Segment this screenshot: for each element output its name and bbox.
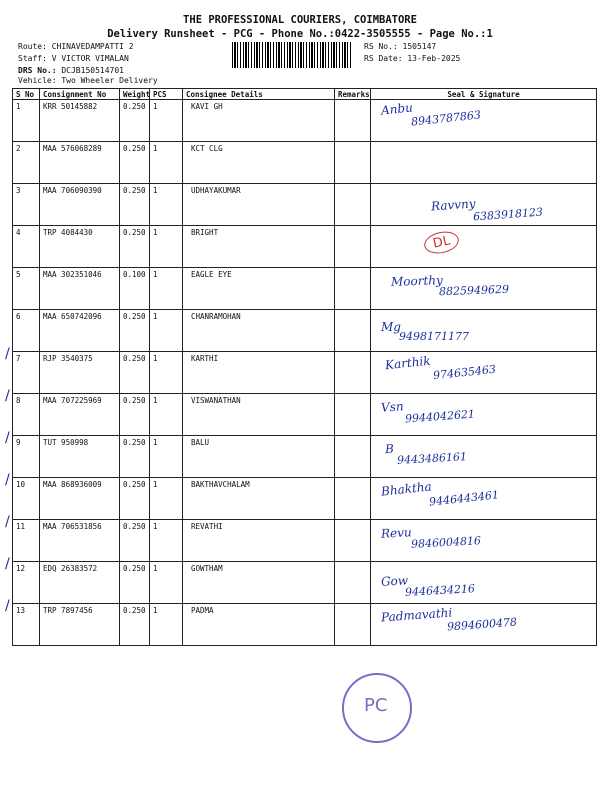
row-weight-text: 0.250 bbox=[123, 312, 146, 321]
row-sno-text: 2 bbox=[16, 144, 21, 153]
row-weight-text: 0.250 bbox=[123, 228, 146, 237]
row-remarks bbox=[335, 184, 371, 226]
row-sno bbox=[5, 556, 40, 604]
stamp-text: PC bbox=[364, 695, 388, 716]
row-pcs-text: 1 bbox=[153, 564, 158, 573]
signature-name: Karthik bbox=[384, 353, 432, 373]
row-consignment bbox=[40, 268, 120, 310]
row-consignment-text: TRP 4084430 bbox=[43, 228, 93, 237]
row-remarks bbox=[335, 520, 371, 562]
row-remarks bbox=[335, 604, 371, 646]
row-pcs-text: 1 bbox=[153, 606, 158, 615]
col-consignee: Consignee Details bbox=[183, 89, 335, 100]
row-consignee bbox=[183, 520, 335, 562]
table-row bbox=[13, 226, 597, 268]
col-consignment: Consignment No bbox=[40, 89, 120, 100]
row-pcs-text: 1 bbox=[153, 480, 158, 489]
row-sno bbox=[13, 100, 40, 142]
row-consignment bbox=[40, 478, 120, 520]
row-consignment-text: MAA 707225969 bbox=[43, 396, 102, 405]
row-sno-text: 7 bbox=[16, 354, 21, 363]
row-signature bbox=[371, 520, 597, 562]
row-pcs bbox=[150, 352, 183, 394]
row-remarks bbox=[335, 352, 371, 394]
row-signature bbox=[371, 352, 597, 394]
row-sno-text: 13 bbox=[16, 606, 26, 615]
row-sno-text: 8 bbox=[16, 396, 21, 405]
row-consignee bbox=[183, 436, 335, 478]
table-row bbox=[13, 352, 597, 394]
row-consignment bbox=[40, 100, 120, 142]
row-consignee bbox=[183, 310, 335, 352]
signature-phone: 9498171177 bbox=[399, 330, 469, 343]
row-consignment bbox=[40, 604, 120, 646]
row-consignee-text: CHANRAMOHAN bbox=[191, 312, 241, 321]
row-pcs-text: 1 bbox=[153, 396, 158, 405]
signature-phone: 974635463 bbox=[432, 362, 497, 383]
row-pcs-text: 1 bbox=[153, 228, 158, 237]
row-consignee-text: EAGLE EYE bbox=[191, 270, 232, 279]
row-consignee bbox=[183, 142, 335, 184]
signature-phone: 9944042621 bbox=[404, 407, 476, 426]
row-consignee bbox=[183, 562, 335, 604]
row-consignee-text: GOWTHAM bbox=[191, 564, 223, 573]
row-signature bbox=[371, 310, 597, 352]
row-consignment-text: RJP 3540375 bbox=[43, 354, 93, 363]
row-consignment bbox=[40, 142, 120, 184]
signature-name: Vsn bbox=[380, 399, 405, 415]
drs-label: DRS No.: bbox=[18, 66, 57, 75]
col-signature: Seal & Signature bbox=[371, 89, 597, 100]
row-consignee-text: VISWANATHAN bbox=[191, 396, 241, 405]
row-consignment-text: MAA 706531856 bbox=[43, 522, 102, 531]
company-name: THE PROFESSIONAL COURIERS, COIMBATORE bbox=[183, 14, 417, 26]
row-consignment bbox=[40, 562, 120, 604]
row-pcs bbox=[150, 436, 183, 478]
signature-name: Ravvny bbox=[430, 196, 476, 214]
row-consignment-text: MAA 706090390 bbox=[43, 186, 102, 195]
tick-mark-icon: / bbox=[5, 430, 10, 446]
row-pcs-text: 1 bbox=[153, 522, 158, 531]
row-consignee-text: BALU bbox=[191, 438, 210, 447]
row-weight-text: 0.250 bbox=[123, 438, 146, 447]
col-weight: Weight bbox=[120, 89, 150, 100]
row-consignee bbox=[183, 394, 335, 436]
row-pcs bbox=[150, 604, 183, 646]
row-sno bbox=[13, 268, 40, 310]
row-sno-text: 12 bbox=[16, 564, 26, 573]
table-row bbox=[13, 268, 597, 310]
row-consignee bbox=[183, 352, 335, 394]
row-sno bbox=[13, 142, 40, 184]
row-pcs bbox=[150, 100, 183, 142]
tick-mark-icon: / bbox=[5, 514, 10, 530]
signature-phone: 9846004816 bbox=[410, 534, 482, 551]
row-consignment-text: MAA 576068289 bbox=[43, 144, 102, 153]
row-remarks bbox=[335, 394, 371, 436]
signature-phone: 9443486161 bbox=[396, 450, 468, 467]
row-sno bbox=[5, 430, 40, 478]
row-pcs bbox=[150, 520, 183, 562]
row-consignment-text: TRP 7897456 bbox=[43, 606, 93, 615]
rs-date: RS Date: 13-Feb-2025 bbox=[364, 54, 461, 63]
table-row bbox=[13, 562, 597, 604]
row-consignment bbox=[40, 394, 120, 436]
row-consignee bbox=[183, 184, 335, 226]
row-consignment-text: EDQ 26383572 bbox=[43, 564, 98, 573]
row-pcs bbox=[150, 310, 183, 352]
table-row bbox=[13, 604, 597, 646]
row-signature bbox=[371, 394, 597, 436]
signature-phone: 9446434216 bbox=[404, 582, 476, 599]
row-weight bbox=[120, 478, 150, 520]
table-row bbox=[13, 184, 597, 226]
signature-phone: 6383918123 bbox=[472, 205, 544, 224]
row-weight bbox=[120, 436, 150, 478]
row-remarks bbox=[335, 142, 371, 184]
row-weight-text: 0.250 bbox=[123, 186, 146, 195]
row-consignment bbox=[40, 520, 120, 562]
row-weight bbox=[120, 604, 150, 646]
row-weight bbox=[120, 142, 150, 184]
row-sno bbox=[5, 598, 40, 646]
row-weight bbox=[120, 352, 150, 394]
row-pcs bbox=[150, 142, 183, 184]
dl-mark: DL bbox=[422, 229, 461, 257]
signature-name: Revu bbox=[380, 525, 413, 541]
row-consignment-text: KRR 50145882 bbox=[43, 102, 98, 111]
row-consignee bbox=[183, 268, 335, 310]
row-signature bbox=[371, 226, 597, 268]
row-sno bbox=[13, 184, 40, 226]
tick-mark-icon: / bbox=[5, 598, 10, 614]
tick-mark-icon: / bbox=[5, 556, 10, 572]
row-consignment bbox=[40, 184, 120, 226]
row-remarks bbox=[335, 310, 371, 352]
row-signature bbox=[371, 478, 597, 520]
row-consignee-text: PADMA bbox=[191, 606, 214, 615]
signature-name: Gow bbox=[380, 573, 409, 589]
row-signature bbox=[371, 142, 597, 184]
row-sno bbox=[13, 310, 40, 352]
row-remarks bbox=[335, 226, 371, 268]
signature-phone: 9446443461 bbox=[428, 488, 500, 509]
col-pcs: PCS bbox=[150, 89, 183, 100]
row-pcs bbox=[150, 478, 183, 520]
runsheet-subtitle: Delivery Runsheet - PCG - Phone No.:0422-3505555 - Page No.:1 bbox=[107, 28, 493, 40]
row-consignment bbox=[40, 310, 120, 352]
row-consignee-text: KAVI GH bbox=[191, 102, 223, 111]
signature-name: B bbox=[384, 441, 395, 457]
row-weight bbox=[120, 562, 150, 604]
tick-mark-icon: / bbox=[5, 388, 10, 404]
row-consignee-text: BRIGHT bbox=[191, 228, 219, 237]
row-pcs bbox=[150, 184, 183, 226]
row-pcs bbox=[150, 562, 183, 604]
office-stamp bbox=[342, 673, 412, 743]
row-pcs-text: 1 bbox=[153, 102, 158, 111]
runsheet-table bbox=[5, 88, 597, 646]
row-sno bbox=[5, 346, 40, 394]
row-pcs bbox=[150, 226, 183, 268]
table-row bbox=[13, 100, 597, 142]
row-pcs-text: 1 bbox=[153, 144, 158, 153]
row-signature bbox=[371, 562, 597, 604]
row-sno-text: 5 bbox=[16, 270, 21, 279]
row-weight-text: 0.250 bbox=[123, 480, 146, 489]
col-remarks: Remarks bbox=[335, 89, 371, 100]
staff-label: Staff: V VICTOR VIMALAN bbox=[18, 54, 129, 63]
row-remarks bbox=[335, 562, 371, 604]
row-weight-text: 0.250 bbox=[123, 564, 146, 573]
row-remarks bbox=[335, 268, 371, 310]
row-consignee-text: UDHAYAKUMAR bbox=[191, 186, 241, 195]
row-sno-text: 4 bbox=[16, 228, 21, 237]
row-remarks bbox=[335, 436, 371, 478]
signature-phone: 8825949629 bbox=[438, 282, 510, 299]
row-weight-text: 0.250 bbox=[123, 144, 146, 153]
row-sno-text: 3 bbox=[16, 186, 21, 195]
table-row bbox=[13, 436, 597, 478]
row-remarks bbox=[335, 478, 371, 520]
row-signature bbox=[371, 604, 597, 646]
row-sno-text: 10 bbox=[16, 480, 26, 489]
row-consignment-text: MAA 302351046 bbox=[43, 270, 102, 279]
row-consignee bbox=[183, 226, 335, 268]
row-sno bbox=[5, 472, 40, 520]
row-weight-text: 0.250 bbox=[123, 354, 146, 363]
row-sno bbox=[5, 514, 40, 562]
row-weight bbox=[120, 520, 150, 562]
row-weight bbox=[120, 310, 150, 352]
row-consignee-text: REVATHI bbox=[191, 522, 223, 531]
row-sno-text: 1 bbox=[16, 102, 21, 111]
row-consignment-text: MAA 868936009 bbox=[43, 480, 102, 489]
row-weight bbox=[120, 394, 150, 436]
row-consignee bbox=[183, 478, 335, 520]
row-consignment bbox=[40, 436, 120, 478]
row-sno-text: 6 bbox=[16, 312, 21, 321]
row-consignee-text: BAKTHAVCHALAM bbox=[191, 480, 250, 489]
row-sno-text: 11 bbox=[16, 522, 26, 531]
row-weight bbox=[120, 268, 150, 310]
row-weight bbox=[120, 100, 150, 142]
signature-name: Mg bbox=[381, 320, 401, 334]
row-weight bbox=[120, 226, 150, 268]
row-signature bbox=[371, 268, 597, 310]
row-weight-text: 0.250 bbox=[123, 522, 146, 531]
signature-name: Anbu bbox=[380, 100, 414, 118]
drs-value: DCJB150514701 bbox=[61, 66, 124, 75]
row-signature bbox=[371, 100, 597, 142]
row-consignee bbox=[183, 100, 335, 142]
row-consignment bbox=[40, 352, 120, 394]
vehicle-label: Vehicle: Two Wheeler Delivery bbox=[18, 76, 158, 85]
table-row bbox=[13, 310, 597, 352]
tick-mark-icon: / bbox=[5, 472, 10, 488]
row-pcs-text: 1 bbox=[153, 354, 158, 363]
signature-name: Moorthy bbox=[390, 273, 444, 289]
row-remarks bbox=[335, 100, 371, 142]
signature-phone: 8943787863 bbox=[410, 108, 482, 129]
row-pcs-text: 1 bbox=[153, 186, 158, 195]
row-weight bbox=[120, 184, 150, 226]
table-header-row bbox=[13, 89, 597, 100]
row-sno bbox=[5, 388, 40, 436]
col-sno: S No bbox=[13, 89, 40, 100]
signature-name: Padmavathi bbox=[380, 605, 453, 625]
row-weight-text: 0.250 bbox=[123, 396, 146, 405]
row-weight-text: 0.100 bbox=[123, 270, 146, 279]
row-signature bbox=[371, 184, 597, 226]
row-pcs bbox=[150, 268, 183, 310]
row-pcs-text: 1 bbox=[153, 312, 158, 321]
row-pcs bbox=[150, 394, 183, 436]
row-weight-text: 0.250 bbox=[123, 102, 146, 111]
row-consignment-text: MAA 650742096 bbox=[43, 312, 102, 321]
barcode bbox=[232, 42, 352, 68]
tick-mark-icon: / bbox=[5, 346, 10, 362]
row-consignee-text: KCT CLG bbox=[191, 144, 223, 153]
signature-phone: 9894600478 bbox=[446, 615, 518, 634]
table-row bbox=[13, 142, 597, 184]
row-pcs-text: 1 bbox=[153, 270, 158, 279]
table-row bbox=[13, 478, 597, 520]
row-consignment-text: TUT 950998 bbox=[43, 438, 89, 447]
row-sno-text: 9 bbox=[16, 438, 21, 447]
row-signature bbox=[371, 436, 597, 478]
row-sno bbox=[13, 226, 40, 268]
route-label: Route: CHINAVEDAMPATTI 2 bbox=[18, 42, 134, 51]
signature-name: Bhaktha bbox=[380, 479, 433, 499]
row-consignment bbox=[40, 226, 120, 268]
drs-number bbox=[18, 66, 124, 75]
row-pcs-text: 1 bbox=[153, 438, 158, 447]
table-row bbox=[13, 394, 597, 436]
row-consignee-text: KARTHI bbox=[191, 354, 219, 363]
row-consignee bbox=[183, 604, 335, 646]
rs-number: RS No.: 1505147 bbox=[364, 42, 437, 51]
row-weight-text: 0.250 bbox=[123, 606, 146, 615]
table-row bbox=[13, 520, 597, 562]
